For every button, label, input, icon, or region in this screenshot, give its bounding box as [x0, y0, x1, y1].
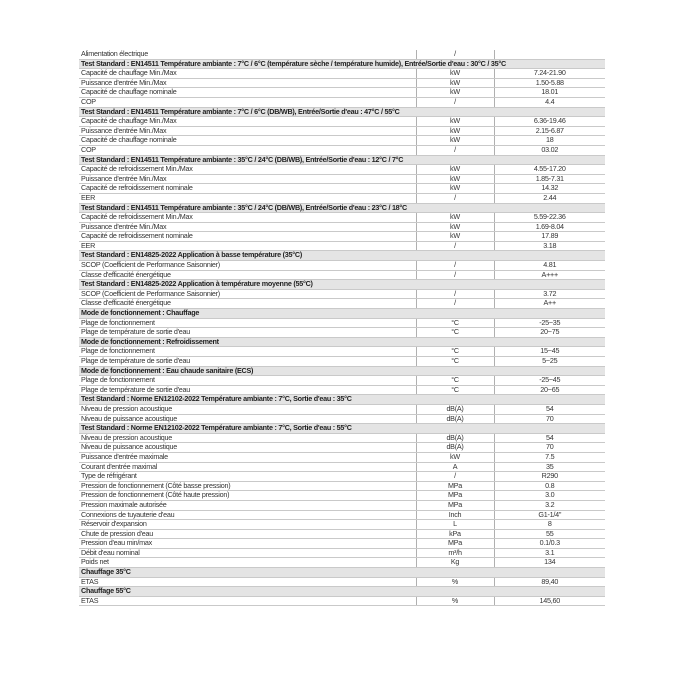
- spec-label: Poids net: [79, 558, 416, 568]
- spec-unit: dB(A): [416, 414, 494, 424]
- spec-value: 17.89: [494, 232, 605, 242]
- table-row: [79, 491, 605, 501]
- section-title: Test Standard : EN14511 Température ambiante : 35°C / 24°C (DB/WB), Entrée/Sortie d'eau : 12°C / 7°C: [79, 155, 605, 165]
- spec-label: COP: [79, 97, 416, 107]
- table-row: [79, 117, 605, 127]
- spec-label: Niveau de pression acoustique: [79, 404, 416, 414]
- spec-unit: °C: [416, 357, 494, 367]
- spec-label: Niveau de pression acoustique: [79, 433, 416, 443]
- spec-label: Puissance d'entrée Min./Max: [79, 174, 416, 184]
- table-row: [79, 357, 605, 367]
- spec-label: ETAS: [79, 596, 416, 606]
- table-row: [79, 145, 605, 155]
- spec-table-body: [79, 50, 605, 606]
- spec-value: A+++: [494, 270, 605, 280]
- spec-unit: kW: [416, 232, 494, 242]
- spec-label: EER: [79, 193, 416, 203]
- table-row: [79, 539, 605, 549]
- spec-value: 18: [494, 136, 605, 146]
- section-title: Chauffage 55°C: [79, 587, 605, 597]
- spec-value: 4.81: [494, 261, 605, 271]
- spec-label: Connexions de tuyauterie d'eau: [79, 510, 416, 520]
- spec-value: A++: [494, 299, 605, 309]
- table-row: [79, 443, 605, 453]
- spec-label: Alimentation électrique: [79, 50, 416, 59]
- table-row: [79, 548, 605, 558]
- spec-value: 1.50-5.88: [494, 78, 605, 88]
- spec-label: Puissance d'entrée maximale: [79, 452, 416, 462]
- table-row: [79, 452, 605, 462]
- spec-label: Chute de pression d'eau: [79, 529, 416, 539]
- spec-value: 5~25: [494, 357, 605, 367]
- spec-unit: kW: [416, 213, 494, 223]
- section-header-row: [79, 424, 605, 434]
- table-row: [79, 136, 605, 146]
- spec-value: 14.32: [494, 184, 605, 194]
- spec-value: 3.1: [494, 548, 605, 558]
- spec-unit: /: [416, 97, 494, 107]
- spec-label: Plage de température de sortie d'eau: [79, 328, 416, 338]
- table-row: [79, 558, 605, 568]
- spec-value: 3.72: [494, 289, 605, 299]
- spec-unit: MPa: [416, 539, 494, 549]
- spec-unit: °C: [416, 318, 494, 328]
- spec-label: ETAS: [79, 577, 416, 587]
- spec-label: Plage de fonctionnement: [79, 347, 416, 357]
- spec-unit: kW: [416, 452, 494, 462]
- spec-label: Réservoir d'expansion: [79, 520, 416, 530]
- spec-value: 8: [494, 520, 605, 530]
- spec-unit: %: [416, 596, 494, 606]
- spec-value: 2.44: [494, 193, 605, 203]
- spec-value: [494, 50, 605, 59]
- section-title: Test Standard : EN14825-2022 Application à basse température (35°C): [79, 251, 605, 261]
- table-row: [79, 165, 605, 175]
- spec-unit: /: [416, 145, 494, 155]
- spec-label: COP: [79, 145, 416, 155]
- section-title: Test Standard : Norme EN12102-2022 Température ambiante : 7°C, Sortie d'eau : 35°C: [79, 395, 605, 405]
- spec-value: 70: [494, 443, 605, 453]
- spec-label: Puissance d'entrée Min./Max: [79, 78, 416, 88]
- section-title: Test Standard : EN14511 Température ambiante : 35°C / 24°C (DB/WB), Entrée/Sortie d'eau : 23°C / 18°C: [79, 203, 605, 213]
- spec-label: EER: [79, 241, 416, 251]
- spec-label: Capacité de refroidissement Min./Max: [79, 165, 416, 175]
- table-row: [79, 261, 605, 271]
- spec-value: 7.5: [494, 452, 605, 462]
- spec-label: Niveau de puissance acoustique: [79, 414, 416, 424]
- spec-value: 70: [494, 414, 605, 424]
- table-row: [79, 69, 605, 79]
- spec-table: [79, 50, 605, 606]
- spec-unit: %: [416, 577, 494, 587]
- spec-unit: kW: [416, 184, 494, 194]
- section-header-row: [79, 587, 605, 597]
- spec-label: Capacité de refroidissement nominale: [79, 184, 416, 194]
- spec-unit: MPa: [416, 481, 494, 491]
- spec-value: 35: [494, 462, 605, 472]
- table-row: [79, 97, 605, 107]
- spec-unit: °C: [416, 376, 494, 386]
- spec-value: -25~35: [494, 318, 605, 328]
- section-title: Test Standard : EN14511 Température ambiante : 7°C / 6°C (température sèche / température humide), Entrée/Sortie d'eau : 30°C / 35°C: [79, 59, 605, 69]
- spec-label: Puissance d'entrée Min./Max: [79, 222, 416, 232]
- spec-unit: /: [416, 241, 494, 251]
- spec-unit: kPa: [416, 529, 494, 539]
- table-row: [79, 328, 605, 338]
- section-header-row: [79, 366, 605, 376]
- spec-label: Débit d'eau nominal: [79, 548, 416, 558]
- spec-unit: °C: [416, 328, 494, 338]
- spec-label: Pression d'eau min/max: [79, 539, 416, 549]
- section-title: Test Standard : Norme EN12102-2022 Température ambiante : 7°C, Sortie d'eau : 55°C: [79, 424, 605, 434]
- spec-label: Capacité de chauffage Min./Max: [79, 117, 416, 127]
- spec-value: 54: [494, 433, 605, 443]
- spec-value: 89,40: [494, 577, 605, 587]
- spec-unit: Kg: [416, 558, 494, 568]
- spec-unit: /: [416, 270, 494, 280]
- section-title: Test Standard : EN14511 Température ambiante : 7°C / 6°C (DB/WB), Entrée/Sortie d'eau : 47°C / 55°C: [79, 107, 605, 117]
- table-row: [79, 462, 605, 472]
- spec-value: 7.24-21.90: [494, 69, 605, 79]
- spec-value: 3.18: [494, 241, 605, 251]
- spec-unit: kW: [416, 174, 494, 184]
- table-row: [79, 510, 605, 520]
- spec-unit: kW: [416, 78, 494, 88]
- spec-value: 03.02: [494, 145, 605, 155]
- spec-unit: /: [416, 289, 494, 299]
- spec-value: 55: [494, 529, 605, 539]
- spec-label: Niveau de puissance acoustique: [79, 443, 416, 453]
- table-row: [79, 577, 605, 587]
- spec-value: 1.85-7.31: [494, 174, 605, 184]
- spec-label: Classe d'efficacité énergétique: [79, 299, 416, 309]
- spec-label: SCOP (Coefficient de Performance Saisonnier): [79, 261, 416, 271]
- section-title: Test Standard : EN14825-2022 Application à température moyenne (55°C): [79, 280, 605, 290]
- spec-unit: /: [416, 299, 494, 309]
- section-title: Mode de fonctionnement : Refroidissement: [79, 337, 605, 347]
- spec-label: Pression de fonctionnement (Côté haute pression): [79, 491, 416, 501]
- spec-label: Type de réfrigérant: [79, 472, 416, 482]
- spec-unit: kW: [416, 69, 494, 79]
- spec-unit: m³/h: [416, 548, 494, 558]
- table-row: [79, 193, 605, 203]
- spec-value: 54: [494, 404, 605, 414]
- spec-unit: /: [416, 50, 494, 59]
- section-title: Chauffage 35°C: [79, 568, 605, 578]
- spec-value: 18.01: [494, 88, 605, 98]
- spec-label: Classe d'efficacité énergétique: [79, 270, 416, 280]
- spec-value: 4.55-17.20: [494, 165, 605, 175]
- spec-value: 20~65: [494, 385, 605, 395]
- spec-value: 1.69-8.04: [494, 222, 605, 232]
- section-title: Mode de fonctionnement : Eau chaude sanitaire (ECS): [79, 366, 605, 376]
- spec-unit: dB(A): [416, 404, 494, 414]
- spec-unit: MPa: [416, 500, 494, 510]
- spec-label: Pression de fonctionnement (Côté basse pression): [79, 481, 416, 491]
- spec-unit: kW: [416, 126, 494, 136]
- spec-value: 0.8: [494, 481, 605, 491]
- section-header-row: [79, 337, 605, 347]
- spec-unit: /: [416, 472, 494, 482]
- spec-value: 6.36-19.46: [494, 117, 605, 127]
- spec-label: Plage de fonctionnement: [79, 318, 416, 328]
- table-row: [79, 213, 605, 223]
- table-row: [79, 500, 605, 510]
- table-row: [79, 472, 605, 482]
- table-row: [79, 232, 605, 242]
- spec-value: -25~45: [494, 376, 605, 386]
- table-row: [79, 50, 605, 59]
- spec-unit: kW: [416, 136, 494, 146]
- spec-unit: dB(A): [416, 433, 494, 443]
- spec-value: 2.15-6.87: [494, 126, 605, 136]
- table-row: [79, 520, 605, 530]
- spec-unit: Inch: [416, 510, 494, 520]
- spec-value: 145,60: [494, 596, 605, 606]
- spec-label: Courant d'entrée maximal: [79, 462, 416, 472]
- spec-label: Capacité de chauffage nominale: [79, 136, 416, 146]
- table-row: [79, 596, 605, 606]
- spec-unit: MPa: [416, 491, 494, 501]
- spec-value: 3.0: [494, 491, 605, 501]
- spec-label: Puissance d'entrée Min./Max: [79, 126, 416, 136]
- spec-value: 5.59-22.36: [494, 213, 605, 223]
- table-row: [79, 88, 605, 98]
- spec-value: R290: [494, 472, 605, 482]
- table-row: [79, 529, 605, 539]
- spec-unit: /: [416, 261, 494, 271]
- spec-unit: °C: [416, 385, 494, 395]
- spec-value: 0.1/0.3: [494, 539, 605, 549]
- section-header-row: [79, 280, 605, 290]
- spec-unit: /: [416, 193, 494, 203]
- spec-value: 3.2: [494, 500, 605, 510]
- spec-value: 134: [494, 558, 605, 568]
- spec-unit: kW: [416, 165, 494, 175]
- spec-unit: kW: [416, 88, 494, 98]
- spec-unit: L: [416, 520, 494, 530]
- spec-label: Capacité de refroidissement nominale: [79, 232, 416, 242]
- spec-label: SCOP (Coefficient de Performance Saisonnier): [79, 289, 416, 299]
- spec-unit: dB(A): [416, 443, 494, 453]
- table-row: [79, 404, 605, 414]
- spec-label: Capacité de chauffage nominale: [79, 88, 416, 98]
- spec-unit: °C: [416, 347, 494, 357]
- spec-unit: A: [416, 462, 494, 472]
- spec-value: 4.4: [494, 97, 605, 107]
- spec-value: G1-1/4": [494, 510, 605, 520]
- table-row: [79, 376, 605, 386]
- spec-label: Capacité de chauffage Min./Max: [79, 69, 416, 79]
- spec-unit: kW: [416, 222, 494, 232]
- section-header-row: [79, 309, 605, 319]
- spec-label: Plage de température de sortie d'eau: [79, 357, 416, 367]
- spec-label: Capacité de refroidissement Min./Max: [79, 213, 416, 223]
- section-title: Mode de fonctionnement : Chauffage: [79, 309, 605, 319]
- table-row: [79, 184, 605, 194]
- spec-label: Plage de fonctionnement: [79, 376, 416, 386]
- spec-label: Pression maximale autorisée: [79, 500, 416, 510]
- spec-unit: kW: [416, 117, 494, 127]
- spec-value: 20~75: [494, 328, 605, 338]
- spec-label: Plage de température de sortie d'eau: [79, 385, 416, 395]
- spec-value: 15~45: [494, 347, 605, 357]
- section-header-row: [79, 568, 605, 578]
